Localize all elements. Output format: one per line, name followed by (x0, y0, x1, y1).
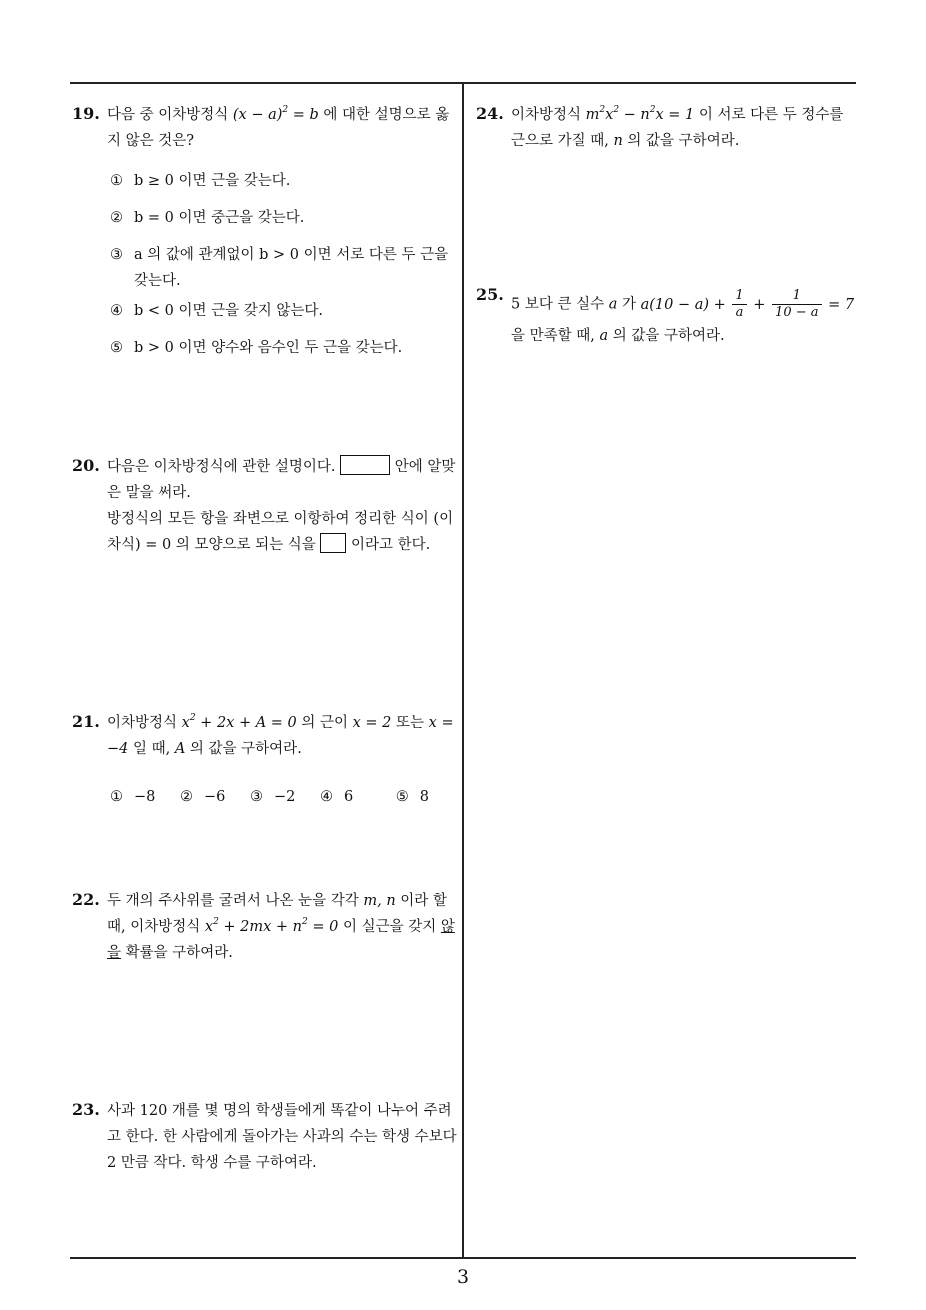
problem-stem: 다음 중 이차방정식 $(x - a)^2 = b$ 에 대한 설명으로 옳지 않은 것은? (107, 105, 450, 149)
choice-5[interactable]: ⑤ 8 (395, 789, 430, 805)
choice-list (110, 168, 458, 361)
problem-stem: 이차방정식 $m^2x^2 - n^2x = 1$ 이 서로 다른 두 정수를 근으로 가질 때, n 의 값을 구하여라. (511, 105, 844, 149)
problem-number: 22. (72, 890, 100, 909)
fraction: $\frac{1}{10 - a}$ (772, 288, 821, 321)
choice-3[interactable]: ③ −2 (249, 789, 296, 805)
fraction: $\frac{1}{a}$ (732, 288, 746, 321)
problem-number: 25. (476, 285, 504, 304)
problem-19 (72, 102, 458, 361)
problem-number: 24. (476, 104, 504, 123)
problem-21 (72, 710, 458, 810)
problem-20 (72, 454, 458, 558)
choice-2[interactable]: ② b = 0 이면 중근을 갖는다. (110, 210, 305, 226)
choice-5[interactable]: ⑤ b > 0 이면 양수와 음수인 두 근을 갖는다. (110, 340, 403, 356)
choice-3[interactable]: ③ a 의 값에 관계없이 b > 0 이면 서로 다른 두 근을 갖는다. (110, 247, 449, 289)
problem-stem: 5 보다 큰 실수 a 가 a(10 − a) + $\frac{1}{a}$ + $\frac{1}{10 - a}$ = 7 을 만족할 때, a 의 값을 구하여라. (511, 288, 855, 344)
equation: $x^2 + 2x + A = 0$ (181, 713, 297, 731)
problem-stem: 사과 120 개를 몇 명의 학생들에게 똑같이 나누어 주려고 한다. 한 사람에게 돌아가는 사과의 수는 학생 수보다 2 만큼 작다. 학생 수를 구하여라. (107, 1103, 457, 1171)
equation: $x^2 + 2mx + n^2 = 0$ (204, 917, 339, 935)
problem-23 (72, 1098, 458, 1176)
underlined-word: 않을 (107, 919, 455, 961)
bottom-rule (70, 1257, 856, 1259)
choice-row (110, 784, 458, 810)
equation: $(x - a)^2 = b$ (232, 105, 319, 123)
problem-number: 23. (72, 1100, 100, 1119)
problem-25 (476, 285, 860, 351)
problem-number: 20. (72, 456, 100, 475)
problem-stem: 다음은 이차방정식에 관한 설명이다. 안에 알맞은 말을 써라. 방정식의 모든 항을 좌변으로 이항하여 정리한 식이 (이차식) = 0 의 모양으로 되는 식을 이라고 한다. (107, 454, 458, 558)
choice-4[interactable]: ④ b < 0 이면 근을 갖지 않는다. (110, 303, 323, 319)
problem-22 (72, 888, 458, 966)
problem-stem: 두 개의 주사위를 굴려서 나온 눈을 각각 m, n 이라 할 때, 이차방정식 $x^2 + 2mx + n^2 = 0$ 이 실근을 갖지 않을 확률을 구하여라. (107, 893, 455, 961)
answer-blank[interactable] (320, 533, 346, 553)
problem-24 (476, 102, 860, 154)
column-divider (462, 82, 464, 1259)
equation: $m^2x^2 - n^2x = 1$ (585, 105, 695, 123)
choice-4[interactable]: ④ 6 (319, 789, 354, 805)
page-number: 3 (456, 1266, 470, 1288)
choice-2[interactable]: ② −6 (179, 789, 226, 805)
problem-number: 21. (72, 712, 100, 731)
choice-1[interactable]: ① b ≥ 0 이면 근을 갖는다. (110, 173, 291, 189)
problem-stem: 이차방정식 $x^2 + 2x + A = 0$ 의 근이 x = 2 또는 x = −4 일 때, A 의 값을 구하여라. (107, 713, 454, 757)
answer-blank[interactable] (340, 455, 390, 475)
choice-1[interactable]: ① −8 (110, 789, 156, 805)
equation: a(10 − a) + $\frac{1}{a}$ + $\frac{1}{10 - a}$ = 7 (640, 288, 855, 320)
problem-number: 19. (72, 104, 100, 123)
